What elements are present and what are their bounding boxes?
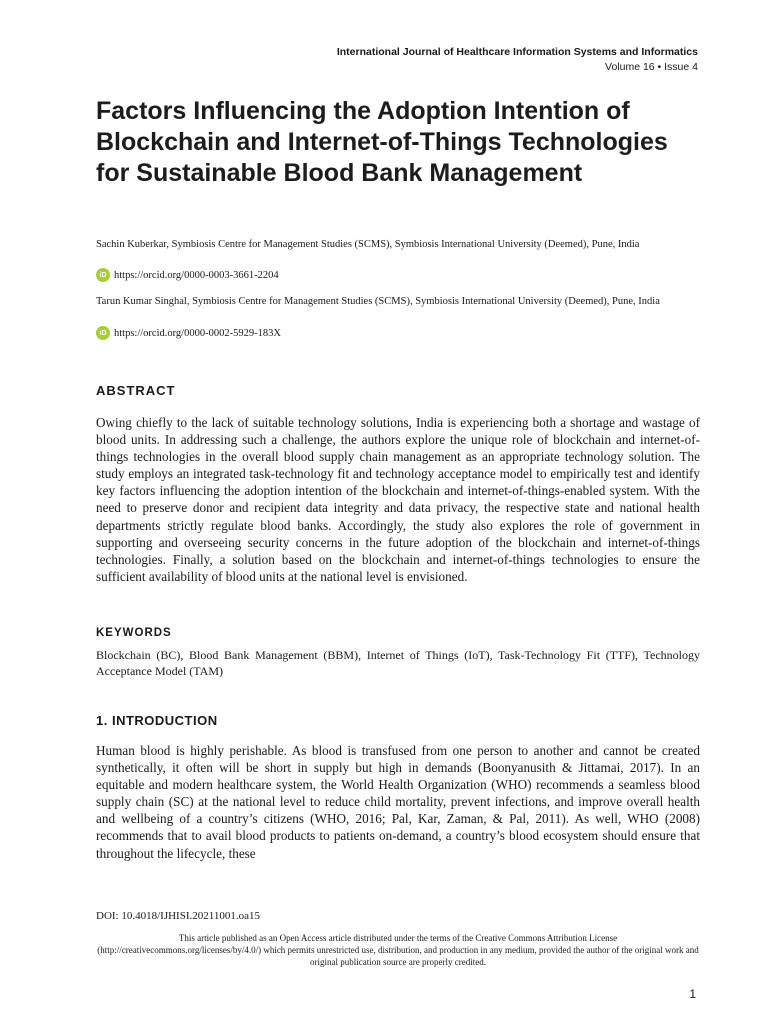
- page-number: 1: [689, 987, 696, 1001]
- volume-issue: Volume 16 • Issue 4: [605, 61, 698, 73]
- orcid-link-2[interactable]: https://orcid.org/0000-0002-5929-183X: [114, 327, 281, 339]
- abstract-text: Owing chiefly to the lack of suitable technology solutions, India is experiencing both a shortage and wastage of blood units. In addressing such a challenge, the authors explore the unique role of blockchain and internet-of-things technologies in the overall blood supply chain management as an appropriate technology solution. The study employs an integrated task-technology fit and technology acceptance model to empirically test and identify key factors influencing the adoption intention of the blockchain and internet-of-things-enabled system. With the need to preserve donor and recipient data integrity and data privacy, the respective state and national health departments strictly regulate blood banks. Accordingly, the study also explores the role of government in supporting and overseeing security concerns in the future adoption of the blockchain and internet-of-things technologies. Finally, a solution based on the blockchain and internet-of-things technologies to ensure the sufficient availability of blood units at the national level is envisioned.: [96, 415, 700, 584]
- author-affiliation-2: Tarun Kumar Singhal, Symbiosis Centre for Management Studies (SCMS), Symbiosis International University (Deemed), Pune, India: [96, 296, 660, 307]
- orcid-link-1[interactable]: https://orcid.org/0000-0003-3661-2204: [114, 269, 279, 281]
- introduction-text: Human blood is highly perishable. As blood is transfused from one person to another and cannot be created synthetically, it often will be short in supply but high in demands (Boonyanusith & Jittamai, 2017). In an equitable and modern healthcare system, the World Health Organization (WHO) recommends a seamless blood supply chain (SC) at the national level to reduce child mortality, prevent infections, and improve overall health and wellbeing of a country’s citizens (WHO, 2016; Pal, Kar, Zaman, & Pal, 2011). As well, WHO (2008) recommends that to avail blood products to patients on-demand, a country’s blood ecosystem should ensure that throughout the lifecycle, these: [96, 743, 700, 861]
- keywords-text: Blockchain (BC), Blood Bank Management (BBM), Internet of Things (IoT), Task-Technology Fit (TTF), Technology Acceptance Model (TAM): [96, 648, 700, 678]
- abstract-heading: ABSTRACT: [96, 383, 176, 398]
- journal-header: [337, 45, 698, 75]
- introduction-heading: 1. INTRODUCTION: [96, 713, 218, 728]
- doi[interactable]: DOI: 10.4018/IJHISI.20211001.oa15: [96, 910, 260, 922]
- keywords-heading: KEYWORDS: [96, 627, 172, 639]
- license-notice: This article published as an Open Access article distributed under the terms of the Creative Commons Attribution License (http://creativecommons.org/licenses/by/4.0/) which permits unrestricted use, distribution, and production in any medium, provided the author of the original work and original publication source are properly credited.: [97, 933, 699, 967]
- author-affiliation-1: Sachin Kuberkar, Symbiosis Centre for Management Studies (SCMS), Symbiosis International University (Deemed), Pune, India: [96, 239, 640, 250]
- orcid-icon: iD: [96, 326, 110, 340]
- orcid-line-1: [96, 268, 279, 282]
- paper-title: Factors Influencing the Adoption Intention of Blockchain and Internet-of-Things Technologies for Sustainable Blood Bank Management: [96, 97, 668, 187]
- journal-name: International Journal of Healthcare Information Systems and Informatics: [336, 46, 698, 58]
- orcid-line-2: [96, 326, 281, 340]
- orcid-icon: iD: [96, 268, 110, 282]
